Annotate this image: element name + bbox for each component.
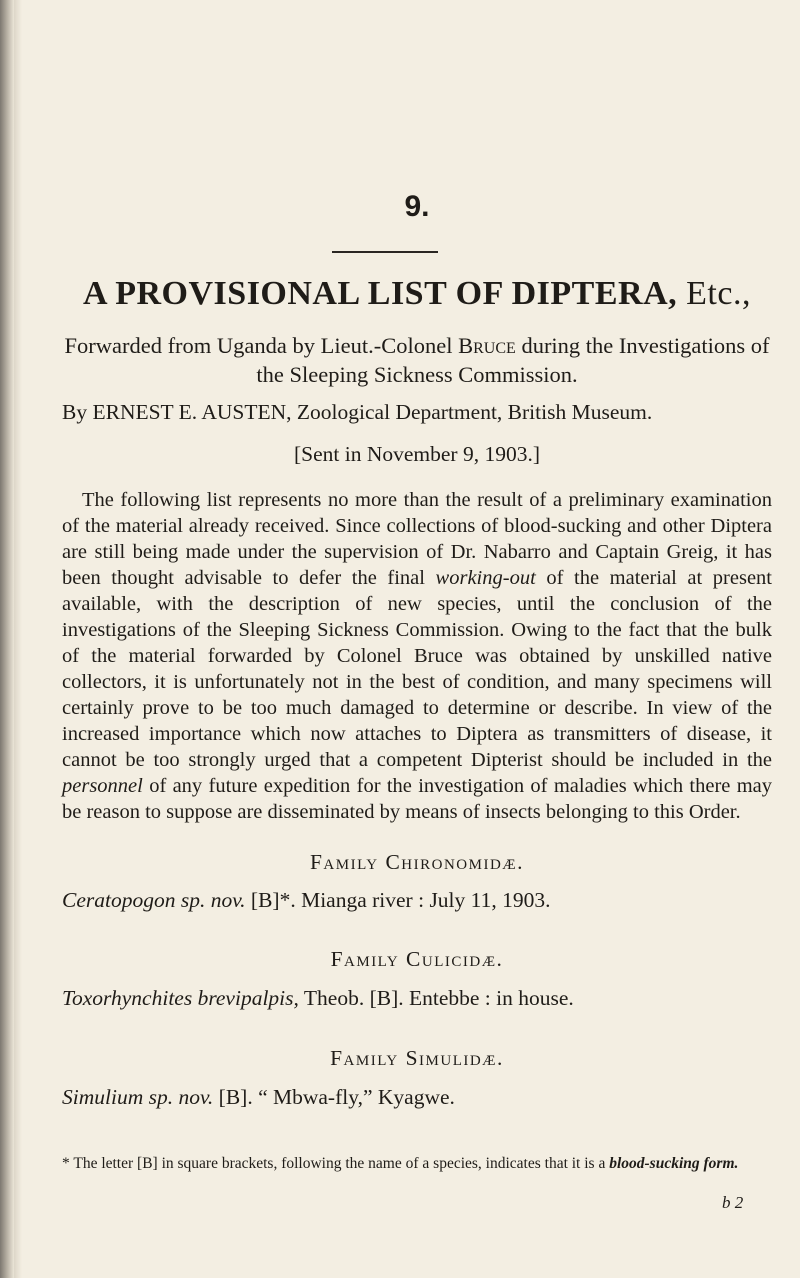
title-rule — [332, 251, 438, 253]
subtitle-pre: Forwarded from Uganda by Lieut.-Colonel — [64, 333, 453, 358]
family-heading-chironomidae: Family Chironomidæ. — [309, 850, 525, 874]
footnote-text: * The letter [B] in square brackets, following the name of a species, indicates that it is a — [62, 1155, 606, 1172]
page-binding-shadow — [14, 0, 22, 1278]
family-heading-culicidae: Family Culicidæ. — [330, 947, 504, 971]
intro-text-1: The following list represents no more than the result of a preliminary examination of the material already received. Since collections of blood-sucking and other Diptera are still being made under the supervision of Dr. Nabarro and Captain Greig, it has been thought advisable to defer the final — [62, 489, 772, 589]
sent-date: [Sent in November 9, 1903.] — [293, 442, 540, 466]
species-name: Ceratopogon sp. nov. — [62, 888, 246, 912]
species-detail: Theob. [B]. Entebbe : in house. — [303, 986, 574, 1010]
page-number: 9. — [404, 190, 430, 223]
subtitle-post: during the Investigations of the Sleeping Sickness Commission. — [256, 333, 770, 387]
intro-italic-2: personnel — [62, 775, 143, 797]
page-binding-edge — [0, 0, 14, 1278]
species-detail: [B]. “ Mbwa-fly,” Kyagwe. — [218, 1085, 455, 1109]
subtitle — [62, 331, 772, 389]
intro-text-2: of the material at present available, with the description of new species, until the conclusion of the investigations of the Sleeping Sickness Commission. Owing to the fact that the bulk of the material forwarded by Colonel Bruce was obtained by unskilled native collectors, it is unfortunately not in the best of condition, and many specimens will certainly prove to be too much damaged to determine or describe. In view of the increased importance which now attaches to Diptera as transmitters of disease, it cannot be too strongly urged that a competent Dipterist should be included in the — [62, 567, 772, 771]
species-entry-toxorhynchites — [62, 986, 772, 1011]
subtitle-name: Bruce — [458, 333, 516, 358]
species-entry-ceratopogon — [62, 888, 772, 913]
title-main: A PROVISIONAL LIST OF DIPTERA, — [83, 275, 678, 312]
species-detail: [B]*. Mianga river : July 11, 1903. — [250, 888, 551, 912]
signature-mark: b 2 — [722, 1193, 744, 1212]
intro-text-3: of any future expedition for the investigation of maladies which there may be reason to suppose are disseminated by means of insects belonging to this Order. — [62, 775, 773, 823]
page-title — [62, 275, 772, 313]
species-entry-simulium — [62, 1085, 772, 1110]
footnote — [62, 1153, 772, 1174]
intro-italic-1: working-out — [435, 567, 536, 589]
species-name: Toxorhynchites brevipalpis, — [62, 986, 299, 1010]
title-etc: Etc., — [686, 275, 751, 312]
author-line: By ERNEST E. AUSTEN, Zoological Department, British Museum. — [62, 400, 653, 424]
family-heading-simulidae: Family Simulidæ. — [330, 1046, 504, 1070]
footnote-italic: blood-sucking form. — [609, 1155, 739, 1172]
intro-paragraph — [62, 487, 772, 825]
species-name: Simulium sp. nov. — [62, 1085, 214, 1109]
